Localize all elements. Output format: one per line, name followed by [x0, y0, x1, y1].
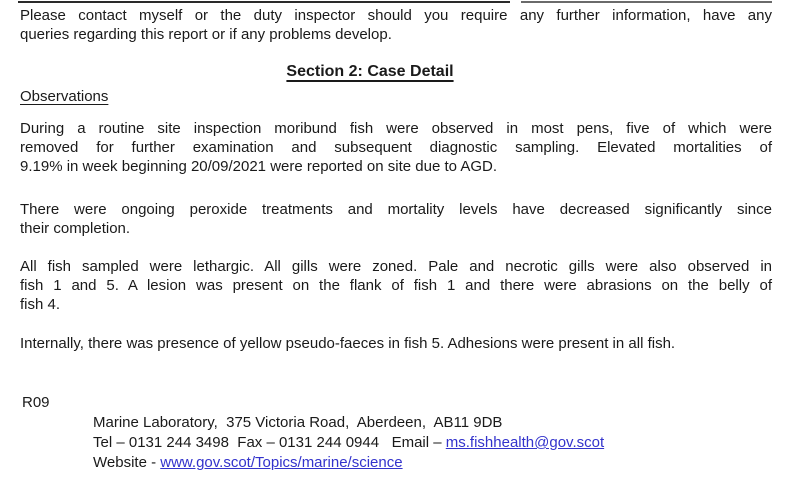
footer-website-line [93, 453, 753, 473]
observations-paragraph-2 [20, 200, 772, 238]
table-border-remnant [0, 0, 791, 3]
website-link[interactable]: www.gov.scot/Topics/marine/science [160, 454, 403, 471]
observations-paragraph-1 [20, 119, 772, 176]
text-line: Please contact myself or the duty inspector should you require any further information, have any [20, 7, 772, 24]
footer-contact-block [93, 413, 753, 473]
section-heading: Section 2: Case Detail [286, 63, 454, 80]
text-line: There were ongoing peroxide treatments and mortality levels have decreased significantly since [20, 201, 772, 218]
text-line: their completion. [20, 220, 131, 237]
text-line: removed for further examination and subsequent diagnostic sampling. Elevated mortalities of [20, 139, 772, 156]
observations-paragraph-4 [20, 334, 772, 353]
text-line: All fish sampled were lethargic. All gills were zoned. Pale and necrotic gills were also observed in [20, 258, 772, 275]
observations-paragraph-3 [20, 257, 772, 314]
text-line: 9.19% in week beginning 20/09/2021 were reported on site due to AGD. [20, 158, 497, 175]
reference-code: R09 [22, 394, 50, 411]
border-segment-right [521, 1, 772, 3]
footer-website-prefix: Website - [93, 454, 161, 471]
intro-paragraph [20, 6, 772, 44]
email-link[interactable]: ms.fishhealth@gov.scot [445, 434, 605, 451]
footer-contact-prefix: Tel – 0131 244 3498 Fax – 0131 244 0944 Email – [93, 434, 446, 451]
section-heading-wrap [20, 63, 720, 81]
footer-contact-line [93, 433, 753, 453]
observations-heading: Observations [20, 88, 109, 105]
text-line: queries regarding this report or if any problems develop. [20, 26, 392, 43]
footer-address-line: Marine Laboratory, 375 Victoria Road, Aberdeen, AB11 9DB [93, 414, 503, 431]
text-line: fish 4. [20, 296, 61, 313]
text-line: During a routine site inspection moribund fish were observed in most pens, five of which were [20, 120, 772, 137]
text-line: fish 1 and 5. A lesion was present on the flank of fish 1 and there were abrasions on the belly of [20, 277, 772, 294]
border-segment-left [18, 1, 510, 3]
text-line: Internally, there was presence of yellow pseudo-faeces in fish 5. Adhesions were present in all fish. [20, 335, 676, 352]
